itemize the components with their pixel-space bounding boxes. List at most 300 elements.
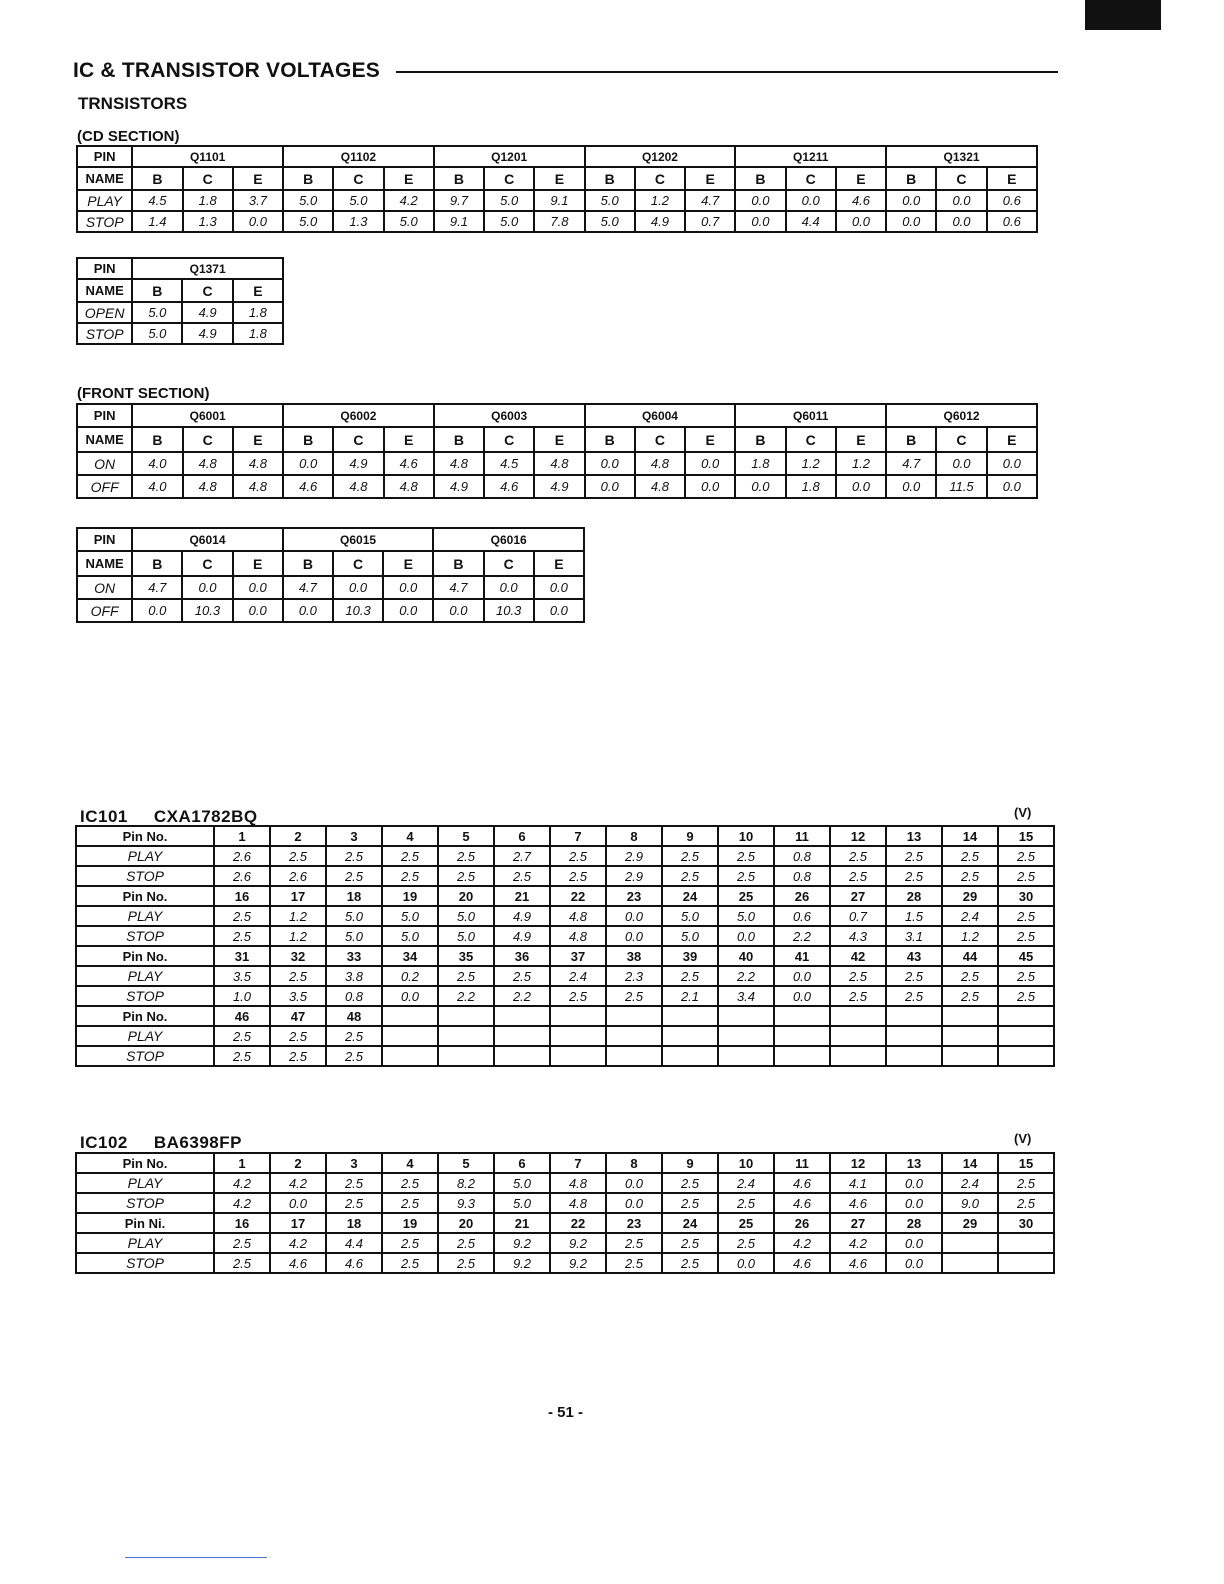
voltage-cell bbox=[662, 1026, 718, 1046]
voltage-cell: 0.0 bbox=[936, 211, 986, 232]
pin-number-row bbox=[76, 1153, 1054, 1173]
voltage-cell bbox=[718, 1046, 774, 1066]
voltage-cell: 4.9 bbox=[434, 475, 484, 498]
voltage-cell: 2.5 bbox=[270, 966, 326, 986]
voltage-cell: 2.5 bbox=[382, 866, 438, 886]
voltage-cell: 2.5 bbox=[382, 1173, 438, 1193]
pin-number: 11 bbox=[774, 826, 830, 846]
voltage-cell bbox=[886, 1026, 942, 1046]
terminal-e-label: E bbox=[233, 167, 283, 190]
voltage-cell: 4.6 bbox=[830, 1253, 886, 1273]
voltage-cell bbox=[550, 1046, 606, 1066]
ic101-heading bbox=[80, 807, 258, 827]
voltage-cell: 0.0 bbox=[735, 190, 785, 211]
voltage-cell: 4.4 bbox=[786, 211, 836, 232]
voltage-cell: 4.9 bbox=[182, 302, 232, 323]
voltage-cell: 2.5 bbox=[550, 846, 606, 866]
voltage-cell bbox=[942, 1046, 998, 1066]
voltage-cell: 2.5 bbox=[494, 966, 550, 986]
voltage-cell: 2.1 bbox=[662, 986, 718, 1006]
voltage-cell: 2.5 bbox=[998, 846, 1054, 866]
voltage-cell: 4.2 bbox=[214, 1173, 270, 1193]
terminal-c-label: C bbox=[786, 167, 836, 190]
voltage-row bbox=[76, 906, 1054, 926]
ic101-id: IC101 bbox=[80, 807, 128, 826]
pin-no-label: Pin No. bbox=[76, 946, 214, 966]
pin-number: 42 bbox=[830, 946, 886, 966]
voltage-cell: 0.0 bbox=[886, 211, 936, 232]
pin-number: 18 bbox=[326, 1213, 382, 1233]
terminal-e-label: E bbox=[534, 167, 584, 190]
pin-number: 9 bbox=[662, 826, 718, 846]
voltage-cell: 2.5 bbox=[718, 1193, 774, 1213]
voltage-cell: 9.2 bbox=[550, 1253, 606, 1273]
voltage-cell: 4.9 bbox=[635, 211, 685, 232]
terminal-e-label: E bbox=[987, 167, 1037, 190]
transistor-header-row bbox=[77, 258, 283, 279]
voltage-cell bbox=[830, 1026, 886, 1046]
voltage-cell: 0.0 bbox=[886, 1233, 942, 1253]
transistor-id: Q6016 bbox=[433, 528, 584, 551]
terminal-e-label: E bbox=[384, 427, 434, 452]
voltage-cell: 5.0 bbox=[382, 906, 438, 926]
voltage-cell: 4.9 bbox=[182, 323, 232, 344]
voltage-cell: 2.5 bbox=[326, 1193, 382, 1213]
ic102-voltage-table bbox=[75, 1152, 1055, 1274]
pin-number: 10 bbox=[718, 1153, 774, 1173]
voltage-cell: 2.5 bbox=[606, 1253, 662, 1273]
transistor-id: Q6015 bbox=[283, 528, 434, 551]
mode-label: PLAY bbox=[76, 1026, 214, 1046]
pin-no-label: Pin No. bbox=[76, 1153, 214, 1173]
voltage-cell bbox=[998, 1233, 1054, 1253]
voltage-cell: 2.5 bbox=[382, 1193, 438, 1213]
transistor-id: Q6001 bbox=[132, 404, 283, 427]
terminal-e-label: E bbox=[233, 427, 283, 452]
mode-label: PLAY bbox=[76, 906, 214, 926]
transistor-id: Q6002 bbox=[283, 404, 434, 427]
voltage-cell: 4.7 bbox=[132, 576, 182, 599]
voltage-cell: 4.2 bbox=[830, 1233, 886, 1253]
voltage-cell: 2.5 bbox=[438, 866, 494, 886]
voltage-cell: 2.5 bbox=[494, 866, 550, 886]
voltage-cell bbox=[550, 1026, 606, 1046]
pin-number: 37 bbox=[550, 946, 606, 966]
voltage-cell: 5.0 bbox=[484, 211, 534, 232]
voltage-cell: 2.6 bbox=[214, 846, 270, 866]
voltage-cell bbox=[774, 1026, 830, 1046]
voltage-cell: 0.0 bbox=[685, 452, 735, 475]
voltage-cell: 4.8 bbox=[434, 452, 484, 475]
voltage-cell: 5.0 bbox=[662, 906, 718, 926]
voltage-cell: 0.0 bbox=[886, 1173, 942, 1193]
voltage-cell: 2.5 bbox=[998, 926, 1054, 946]
pin-no-label: Pin No. bbox=[76, 826, 214, 846]
voltage-cell: 2.4 bbox=[550, 966, 606, 986]
voltage-cell: 9.7 bbox=[434, 190, 484, 211]
voltage-cell: 10.3 bbox=[182, 599, 232, 622]
ic102-heading bbox=[80, 1133, 242, 1153]
voltage-cell: 4.6 bbox=[384, 452, 434, 475]
voltage-cell: 7.8 bbox=[534, 211, 584, 232]
voltage-cell: 2.5 bbox=[830, 846, 886, 866]
voltage-row bbox=[76, 1173, 1054, 1193]
pin-number: 36 bbox=[494, 946, 550, 966]
footer-link-line bbox=[125, 1557, 267, 1558]
voltage-cell bbox=[718, 1026, 774, 1046]
pin-number: 21 bbox=[494, 1213, 550, 1233]
voltage-cell: 4.8 bbox=[534, 452, 584, 475]
voltage-cell: 5.0 bbox=[283, 190, 333, 211]
pin-number: 35 bbox=[438, 946, 494, 966]
pin-label: PIN bbox=[77, 528, 132, 551]
terminal-c-label: C bbox=[635, 427, 685, 452]
voltage-cell: 3.5 bbox=[270, 986, 326, 1006]
voltage-cell: 0.0 bbox=[534, 576, 584, 599]
voltage-cell: 0.0 bbox=[383, 576, 433, 599]
voltage-cell: 4.2 bbox=[270, 1173, 326, 1193]
pin-number: 41 bbox=[774, 946, 830, 966]
pin-number-row bbox=[76, 886, 1054, 906]
pin-number: 8 bbox=[606, 826, 662, 846]
voltage-cell: 5.0 bbox=[132, 323, 182, 344]
voltage-cell: 2.5 bbox=[830, 866, 886, 886]
voltage-cell: 4.8 bbox=[550, 906, 606, 926]
pin-number-row bbox=[76, 826, 1054, 846]
pin-number bbox=[606, 1006, 662, 1026]
voltage-row bbox=[77, 323, 283, 344]
pin-number: 19 bbox=[382, 886, 438, 906]
voltage-cell: 2.5 bbox=[326, 1173, 382, 1193]
voltage-cell: 5.0 bbox=[333, 190, 383, 211]
voltage-cell: 2.5 bbox=[718, 846, 774, 866]
terminal-c-label: C bbox=[786, 427, 836, 452]
terminal-e-label: E bbox=[534, 551, 584, 576]
voltage-cell: 5.0 bbox=[494, 1173, 550, 1193]
name-label: NAME bbox=[77, 167, 132, 190]
transistor-id: Q1371 bbox=[132, 258, 283, 279]
voltage-cell: 0.0 bbox=[606, 906, 662, 926]
voltage-row bbox=[76, 1046, 1054, 1066]
voltage-cell: 2.5 bbox=[326, 866, 382, 886]
voltage-cell: 0.0 bbox=[484, 576, 534, 599]
pin-number: 24 bbox=[662, 1213, 718, 1233]
voltage-cell: 0.0 bbox=[836, 211, 886, 232]
voltage-cell bbox=[886, 1046, 942, 1066]
pin-number: 13 bbox=[886, 1153, 942, 1173]
pin-number: 3 bbox=[326, 826, 382, 846]
voltage-cell: 5.0 bbox=[585, 190, 635, 211]
mode-label: STOP bbox=[76, 866, 214, 886]
voltage-cell bbox=[942, 1233, 998, 1253]
voltage-cell bbox=[830, 1046, 886, 1066]
voltage-row bbox=[76, 1253, 1054, 1273]
pin-number bbox=[942, 1006, 998, 1026]
mode-label: PLAY bbox=[76, 1173, 214, 1193]
voltage-cell bbox=[942, 1253, 998, 1273]
voltage-cell: 2.5 bbox=[214, 1046, 270, 1066]
page-title-row bbox=[73, 57, 1058, 85]
pin-number: 16 bbox=[214, 886, 270, 906]
voltage-cell bbox=[998, 1046, 1054, 1066]
voltage-cell: 0.0 bbox=[886, 1253, 942, 1273]
voltage-cell: 2.2 bbox=[438, 986, 494, 1006]
voltage-cell: 0.0 bbox=[606, 1173, 662, 1193]
voltage-cell: 2.5 bbox=[998, 866, 1054, 886]
voltage-cell: 4.8 bbox=[635, 452, 685, 475]
name-label: NAME bbox=[77, 279, 132, 302]
voltage-cell: 2.5 bbox=[718, 866, 774, 886]
voltage-cell: 0.0 bbox=[383, 599, 433, 622]
voltage-cell: 4.6 bbox=[326, 1253, 382, 1273]
voltage-cell: 3.5 bbox=[214, 966, 270, 986]
pin-number: 23 bbox=[606, 886, 662, 906]
terminal-e-label: E bbox=[836, 167, 886, 190]
terminal-e-label: E bbox=[383, 551, 433, 576]
pin-number: 39 bbox=[662, 946, 718, 966]
pin-number: 17 bbox=[270, 1213, 326, 1233]
voltage-cell: 2.5 bbox=[998, 1173, 1054, 1193]
voltage-cell: 0.0 bbox=[735, 211, 785, 232]
pin-number: 47 bbox=[270, 1006, 326, 1026]
pin-number: 24 bbox=[662, 886, 718, 906]
voltage-cell: 0.0 bbox=[132, 599, 182, 622]
pin-number: 25 bbox=[718, 1213, 774, 1233]
voltage-row bbox=[77, 475, 1037, 498]
voltage-cell: 1.8 bbox=[233, 323, 283, 344]
pin-number: 46 bbox=[214, 1006, 270, 1026]
voltage-cell: 4.6 bbox=[836, 190, 886, 211]
voltage-cell: 1.2 bbox=[942, 926, 998, 946]
voltage-cell: 5.0 bbox=[662, 926, 718, 946]
voltage-cell: 2.5 bbox=[326, 846, 382, 866]
pin-number: 20 bbox=[438, 1213, 494, 1233]
voltage-cell: 4.6 bbox=[774, 1253, 830, 1273]
voltage-cell: 2.3 bbox=[606, 966, 662, 986]
voltage-row bbox=[76, 986, 1054, 1006]
pin-number bbox=[830, 1006, 886, 1026]
voltage-cell: 3.1 bbox=[886, 926, 942, 946]
voltage-cell: 2.4 bbox=[942, 1173, 998, 1193]
terminal-header-row bbox=[77, 167, 1037, 190]
voltage-cell: 2.5 bbox=[382, 1233, 438, 1253]
voltage-cell: 4.6 bbox=[774, 1173, 830, 1193]
pin-number: 15 bbox=[998, 826, 1054, 846]
voltage-cell: 2.5 bbox=[662, 1193, 718, 1213]
pin-number: 14 bbox=[942, 1153, 998, 1173]
page-number: - 51 - bbox=[548, 1404, 584, 1421]
voltage-cell: 2.5 bbox=[214, 1253, 270, 1273]
voltage-cell: 2.7 bbox=[494, 846, 550, 866]
voltage-cell: 4.7 bbox=[283, 576, 333, 599]
voltage-cell: 0.6 bbox=[987, 211, 1037, 232]
front-section-heading: (FRONT SECTION) bbox=[77, 385, 210, 402]
voltage-cell: 1.8 bbox=[233, 302, 283, 323]
voltage-cell: 2.5 bbox=[998, 986, 1054, 1006]
voltage-cell: 1.8 bbox=[735, 452, 785, 475]
voltage-cell: 5.0 bbox=[384, 211, 434, 232]
terminal-e-label: E bbox=[836, 427, 886, 452]
voltage-cell: 2.5 bbox=[326, 1046, 382, 1066]
pin-number-row bbox=[76, 946, 1054, 966]
pin-number bbox=[998, 1006, 1054, 1026]
pin-number: 12 bbox=[830, 1153, 886, 1173]
voltage-cell: 2.2 bbox=[494, 986, 550, 1006]
terminal-b-label: B bbox=[735, 427, 785, 452]
voltage-cell: 2.6 bbox=[214, 866, 270, 886]
ic102-id: IC102 bbox=[80, 1133, 128, 1152]
voltage-cell: 2.2 bbox=[774, 926, 830, 946]
voltage-cell: 5.0 bbox=[718, 906, 774, 926]
cd-section-heading: (CD SECTION) bbox=[77, 128, 180, 145]
voltage-cell: 2.5 bbox=[662, 966, 718, 986]
voltage-cell: 4.4 bbox=[326, 1233, 382, 1253]
voltage-cell: 2.5 bbox=[830, 966, 886, 986]
terminal-e-label: E bbox=[685, 167, 735, 190]
voltage-cell: 0.0 bbox=[534, 599, 584, 622]
voltage-cell: 4.9 bbox=[494, 926, 550, 946]
voltage-cell: 0.0 bbox=[735, 475, 785, 498]
voltage-cell: 4.8 bbox=[183, 475, 233, 498]
terminal-b-label: B bbox=[132, 427, 182, 452]
voltage-cell: 9.1 bbox=[534, 190, 584, 211]
voltage-cell: 4.8 bbox=[550, 926, 606, 946]
voltage-cell: 4.2 bbox=[214, 1193, 270, 1213]
transistor-id: Q1321 bbox=[886, 146, 1037, 167]
ic102-part: BA6398FP bbox=[153, 1133, 242, 1152]
terminal-c-label: C bbox=[182, 551, 232, 576]
terminal-b-label: B bbox=[886, 427, 936, 452]
voltage-row bbox=[77, 190, 1037, 211]
voltage-cell: 1.2 bbox=[786, 452, 836, 475]
voltage-cell: 1.8 bbox=[786, 475, 836, 498]
pin-number bbox=[886, 1006, 942, 1026]
voltage-cell: 4.8 bbox=[183, 452, 233, 475]
transistor-id: Q6012 bbox=[886, 404, 1037, 427]
pin-number: 33 bbox=[326, 946, 382, 966]
pin-no-label: Pin No. bbox=[76, 1006, 214, 1026]
terminal-c-label: C bbox=[333, 427, 383, 452]
voltage-cell: 2.5 bbox=[606, 1233, 662, 1253]
terminal-c-label: C bbox=[484, 427, 534, 452]
voltage-cell: 9.1 bbox=[434, 211, 484, 232]
voltage-row bbox=[77, 452, 1037, 475]
mode-label: PLAY bbox=[77, 190, 132, 211]
voltage-cell: 4.7 bbox=[433, 576, 483, 599]
voltage-cell: 0.0 bbox=[886, 1193, 942, 1213]
pin-number: 31 bbox=[214, 946, 270, 966]
voltage-cell: 0.0 bbox=[936, 452, 986, 475]
voltage-cell: 0.0 bbox=[718, 926, 774, 946]
pin-number: 6 bbox=[494, 826, 550, 846]
terminal-b-label: B bbox=[132, 279, 182, 302]
terminal-b-label: B bbox=[585, 167, 635, 190]
pin-no-label: Pin Ni. bbox=[76, 1213, 214, 1233]
voltage-cell: 2.5 bbox=[886, 866, 942, 886]
voltage-cell: 2.5 bbox=[214, 926, 270, 946]
cd-q1371-table bbox=[76, 257, 284, 345]
voltage-cell: 2.5 bbox=[438, 846, 494, 866]
voltage-cell: 3.8 bbox=[326, 966, 382, 986]
mode-label: STOP bbox=[76, 986, 214, 1006]
terminal-header-row bbox=[77, 551, 584, 576]
voltage-cell: 0.0 bbox=[606, 1193, 662, 1213]
pin-number: 1 bbox=[214, 1153, 270, 1173]
voltage-cell: 4.8 bbox=[333, 475, 383, 498]
voltage-cell bbox=[494, 1046, 550, 1066]
title-rule bbox=[396, 71, 1058, 73]
voltage-cell: 3.7 bbox=[233, 190, 283, 211]
pin-number bbox=[550, 1006, 606, 1026]
transistor-id: Q6011 bbox=[735, 404, 886, 427]
transistor-id: Q1102 bbox=[283, 146, 434, 167]
voltage-cell: 4.8 bbox=[384, 475, 434, 498]
voltage-cell: 0.6 bbox=[774, 906, 830, 926]
voltage-cell: 5.0 bbox=[382, 926, 438, 946]
terminal-c-label: C bbox=[484, 551, 534, 576]
pin-number bbox=[662, 1006, 718, 1026]
terminal-e-label: E bbox=[987, 427, 1037, 452]
pin-number: 45 bbox=[998, 946, 1054, 966]
voltage-cell: 1.4 bbox=[132, 211, 182, 232]
pin-number: 25 bbox=[718, 886, 774, 906]
pin-label: PIN bbox=[77, 258, 132, 279]
pin-number: 14 bbox=[942, 826, 998, 846]
pin-number: 38 bbox=[606, 946, 662, 966]
voltage-cell: 4.5 bbox=[484, 452, 534, 475]
voltage-cell: 10.3 bbox=[484, 599, 534, 622]
voltage-cell: 0.0 bbox=[283, 599, 333, 622]
section-heading: TRNSISTORS bbox=[78, 94, 188, 113]
pin-number: 26 bbox=[774, 886, 830, 906]
voltage-cell: 2.5 bbox=[270, 846, 326, 866]
terminal-c-label: C bbox=[635, 167, 685, 190]
terminal-e-label: E bbox=[534, 427, 584, 452]
pin-number: 27 bbox=[830, 1213, 886, 1233]
pin-number: 3 bbox=[326, 1153, 382, 1173]
voltage-cell: 0.0 bbox=[774, 966, 830, 986]
voltage-cell: 2.5 bbox=[270, 1046, 326, 1066]
voltage-cell: 4.6 bbox=[774, 1193, 830, 1213]
voltage-cell: 4.9 bbox=[494, 906, 550, 926]
voltage-cell: 2.5 bbox=[886, 986, 942, 1006]
voltage-cell bbox=[998, 1253, 1054, 1273]
voltage-cell: 2.5 bbox=[886, 966, 942, 986]
voltage-cell: 4.1 bbox=[830, 1173, 886, 1193]
cd-transistor-table bbox=[76, 145, 1038, 233]
pin-number: 28 bbox=[886, 886, 942, 906]
voltage-cell: 0.7 bbox=[685, 211, 735, 232]
terminal-b-label: B bbox=[132, 551, 182, 576]
voltage-row bbox=[76, 966, 1054, 986]
mode-label: STOP bbox=[77, 323, 132, 344]
voltage-cell: 0.0 bbox=[606, 926, 662, 946]
terminal-b-label: B bbox=[283, 427, 333, 452]
pin-number: 10 bbox=[718, 826, 774, 846]
voltage-cell: 2.9 bbox=[606, 866, 662, 886]
voltage-cell: 0.0 bbox=[182, 576, 232, 599]
voltage-cell: 0.0 bbox=[886, 475, 936, 498]
terminal-c-label: C bbox=[183, 167, 233, 190]
voltage-cell: 3.4 bbox=[718, 986, 774, 1006]
voltage-cell: 5.0 bbox=[326, 906, 382, 926]
pin-number: 48 bbox=[326, 1006, 382, 1026]
voltage-cell: 2.9 bbox=[606, 846, 662, 866]
voltage-cell: 2.5 bbox=[942, 866, 998, 886]
voltage-cell: 0.0 bbox=[585, 452, 635, 475]
terminal-b-label: B bbox=[585, 427, 635, 452]
voltage-cell: 8.2 bbox=[438, 1173, 494, 1193]
